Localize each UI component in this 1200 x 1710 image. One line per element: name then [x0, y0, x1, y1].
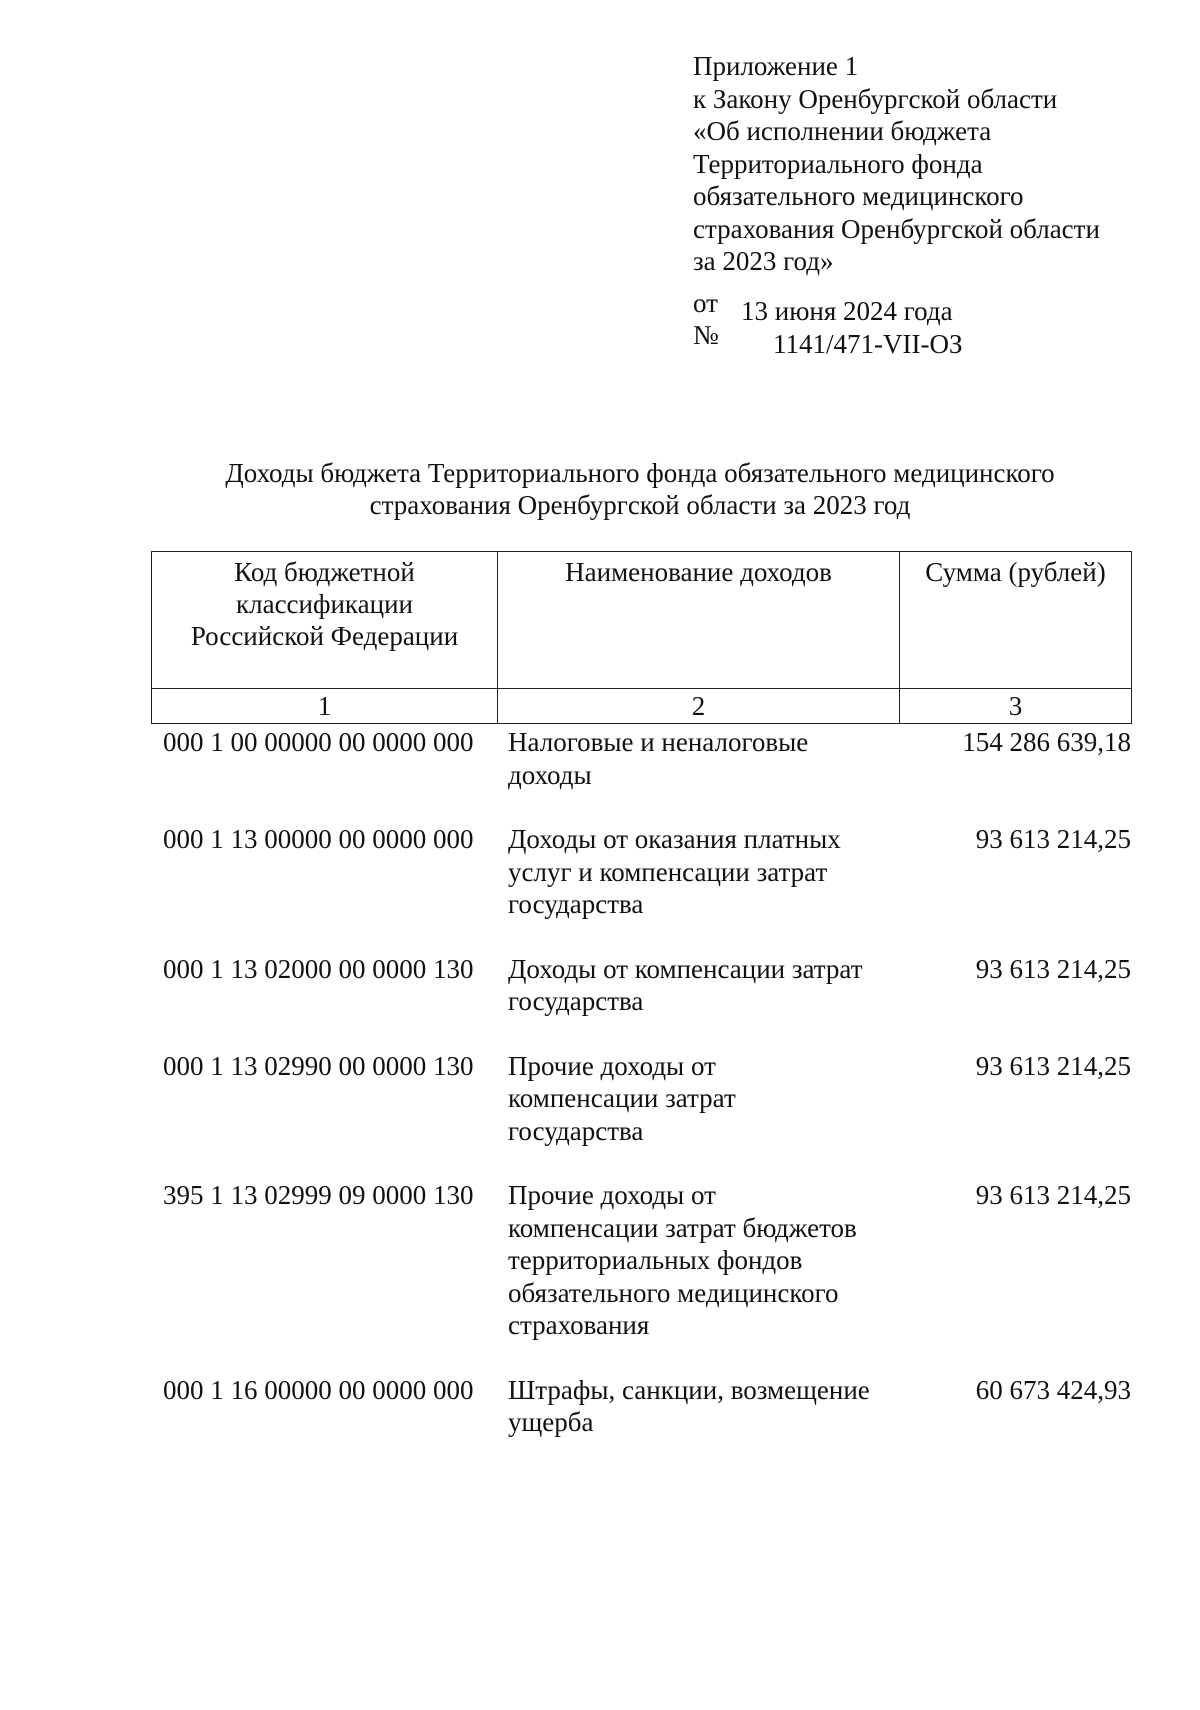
number-label: №: [693, 320, 719, 350]
row-sum: 93 613 214,25: [975, 824, 1131, 854]
appendix-line: «Об исполнении бюджета: [693, 116, 992, 146]
law-number: [693, 320, 963, 359]
row-name-line: обязательного медицинского: [508, 1277, 839, 1308]
row-name-line: компенсации затрат бюджетов: [508, 1212, 857, 1243]
appendix-line: Приложение 1: [693, 51, 859, 81]
column-number: 2: [498, 689, 900, 724]
title-line: Доходы бюджета Территориального фонда обязательного медицинского: [225, 458, 1055, 488]
row-name-line: доходы: [508, 759, 592, 790]
appendix-line: за 2023 год»: [693, 246, 834, 276]
header-code-line: классификации: [236, 589, 413, 619]
row-name-line: компенсации затрат: [508, 1083, 736, 1113]
row-code: 395 1 13 02999 09 0000 130: [163, 1180, 474, 1210]
row-name-line: страхования: [508, 1310, 650, 1340]
row-name: [508, 823, 908, 921]
header-code: [152, 552, 498, 689]
header-row: [152, 552, 1132, 689]
table-row: [151, 726, 1131, 791]
row-name: [508, 1050, 908, 1148]
header-name: [498, 552, 900, 689]
law-date: [693, 288, 953, 326]
row-name: [508, 1179, 908, 1342]
row-sum: 154 286 639,18: [962, 727, 1131, 757]
row-sum: 60 673 424,93: [975, 1374, 1131, 1405]
row-name-line: Прочие доходы от: [508, 1180, 716, 1210]
appendix-line: Территориального фонда: [693, 148, 983, 179]
row-code: 000 1 13 02990 00 0000 130: [163, 1050, 474, 1081]
appendix-line: обязательного медицинского: [693, 181, 1024, 211]
appendix-reference: [693, 50, 1173, 278]
row-name-line: ущерба: [508, 1407, 594, 1437]
table-row: [151, 1179, 1131, 1342]
row-code: 000 1 13 00000 00 0000 000: [163, 824, 474, 854]
row-name: [508, 1374, 908, 1439]
row-sum: 93 613 214,25: [975, 953, 1131, 984]
header-code-line: Код бюджетной: [234, 557, 415, 587]
table-row: [151, 1374, 1131, 1439]
column-number-row: [152, 689, 1132, 724]
row-name: [508, 953, 908, 1018]
row-sum: 93 613 214,25: [975, 1050, 1131, 1081]
title-line: страхования Оренбургской области за 2023 год: [369, 490, 911, 520]
row-name-line: Доходы от оказания платных: [508, 824, 841, 854]
row-name-line: государства: [508, 889, 644, 919]
table-row: [151, 823, 1131, 921]
row-name-line: Штрафы, санкции, возмещение: [508, 1374, 870, 1405]
header-name-text: Наименование доходов: [565, 557, 832, 587]
row-code: 000 1 16 00000 00 0000 000: [163, 1374, 474, 1405]
income-table-body: [151, 726, 1131, 1439]
row-name: [508, 726, 908, 791]
column-number: 3: [900, 689, 1132, 724]
row-code: 000 1 13 02000 00 0000 130: [163, 953, 474, 984]
row-name-line: Прочие доходы от: [508, 1050, 716, 1081]
row-name-line: Доходы от компенсации затрат: [508, 953, 863, 984]
header-sum-text: Сумма (рублей): [925, 557, 1106, 587]
row-name-line: Налоговые и неналоговые: [508, 727, 809, 757]
date-label: от: [693, 288, 718, 318]
date-value: 13 июня 2024 года: [741, 296, 953, 326]
table-row: [151, 1050, 1131, 1148]
table-row: [151, 953, 1131, 1018]
row-code: 000 1 00 00000 00 0000 000: [163, 727, 474, 757]
row-name-line: территориальных фондов: [508, 1245, 803, 1275]
row-name-line: государства: [508, 1115, 644, 1146]
header-code-line: Российской Федерации: [190, 621, 459, 651]
row-sum: 93 613 214,25: [975, 1180, 1131, 1210]
income-table-header: [151, 551, 1132, 724]
header-sum: [900, 552, 1132, 689]
row-name-line: государства: [508, 986, 644, 1016]
document-title: [150, 457, 1130, 521]
column-number: 1: [152, 689, 498, 724]
appendix-line: к Закону Оренбургской области: [693, 83, 1058, 114]
appendix-line: страхования Оренбургской области: [693, 213, 1100, 244]
row-name-line: услуг и компенсации затрат: [508, 856, 828, 887]
number-value: 1141/471-VII-ОЗ: [773, 329, 963, 359]
